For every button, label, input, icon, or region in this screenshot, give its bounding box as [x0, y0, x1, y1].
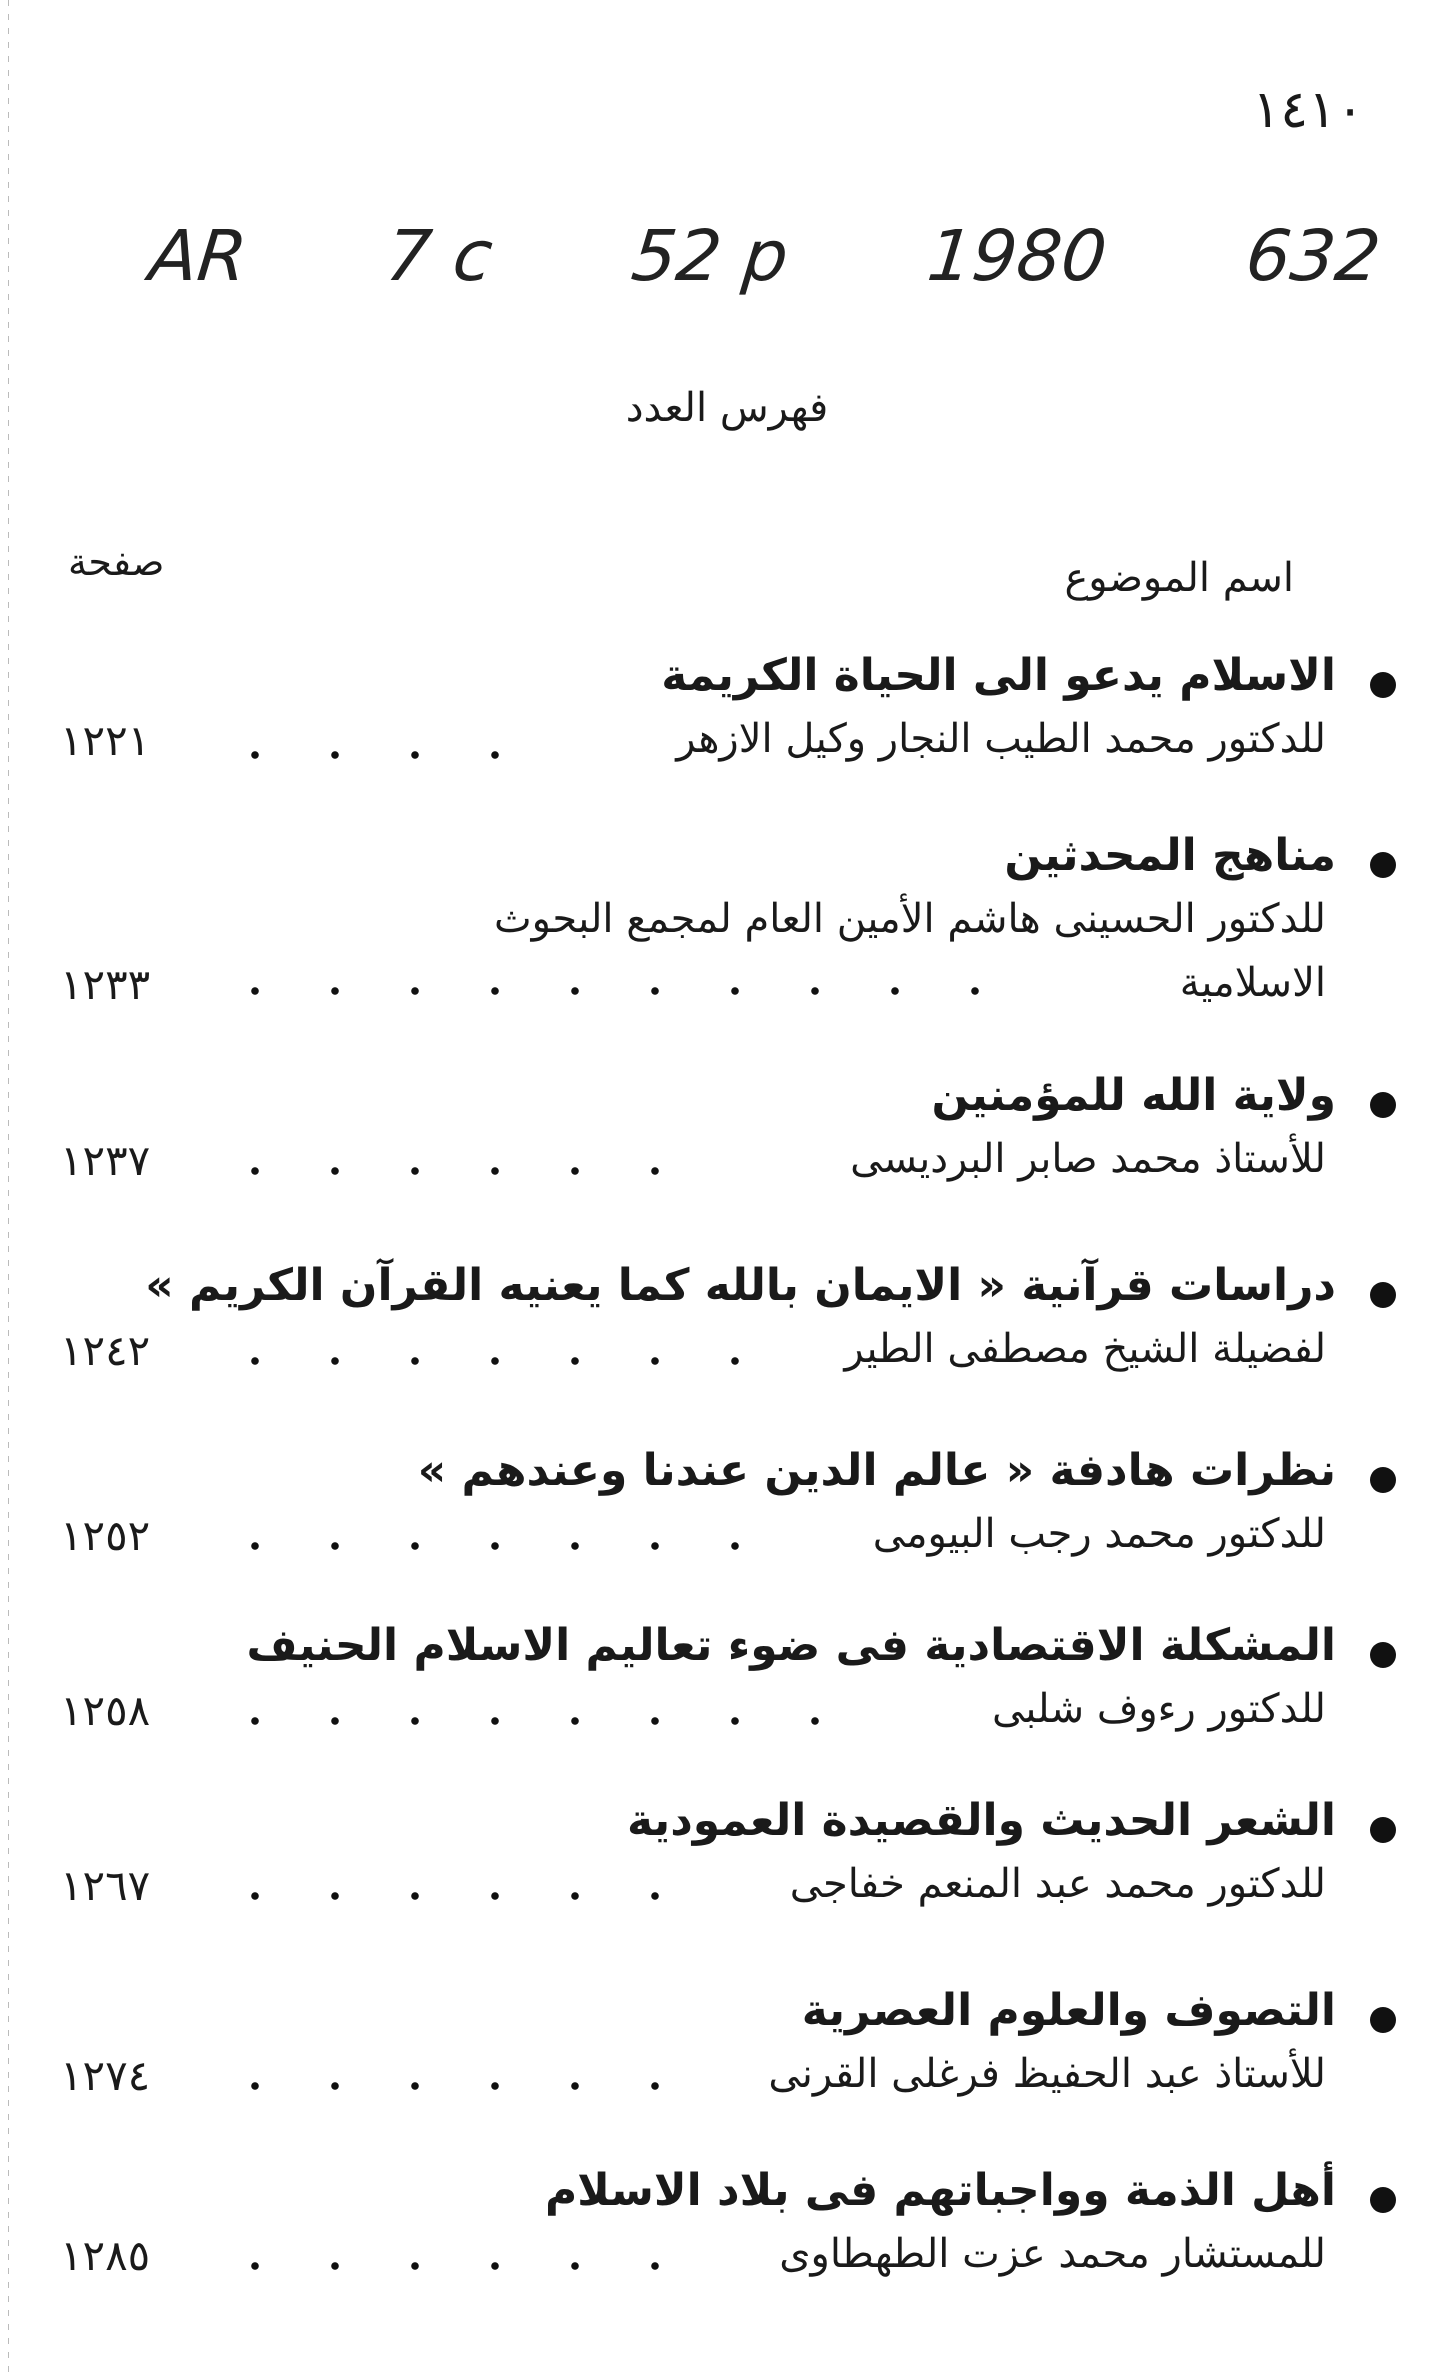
handwritten-note-part: 632	[1242, 215, 1385, 297]
entry-author: لفضيلة الشيخ مصطفى الطير	[844, 1326, 1326, 1372]
dot-leader	[215, 2261, 695, 2271]
bullet-icon	[1370, 1467, 1396, 1493]
entry-page-number: ١٢٥٢	[60, 1511, 151, 1560]
bullet-icon	[1370, 1817, 1396, 1843]
bullet-icon	[1370, 1642, 1396, 1668]
entry-title: أهل الذمة وواجباتهم فى بلاد الاسلام	[544, 2165, 1336, 2216]
dot-leader	[215, 1356, 775, 1366]
entry-page-number: ١٢٤٢	[60, 1326, 151, 1375]
entry-author-continued: الاسلامية	[1179, 960, 1326, 1006]
entry-page-number: ١٢٨٥	[60, 2231, 151, 2280]
entry-author: للمستشار محمد عزت الطهطاوى	[779, 2231, 1326, 2277]
entry-title: مناهج المحدثين	[1004, 830, 1336, 881]
handwritten-note-part: 7 c	[382, 215, 497, 297]
entry-title: ولاية الله للمؤمنين	[931, 1070, 1336, 1121]
entry-title: المشكلة الاقتصادية فى ضوء تعاليم الاسلام الحنيف	[246, 1620, 1336, 1671]
entry-author: للدكتور محمد رجب البيومى	[872, 1511, 1326, 1557]
entry-title: نظرات هادفة « عالم الدين عندنا وعندهم »	[417, 1445, 1336, 1496]
entry-author: للأستاذ عبد الحفيظ فرغلى القرنى	[768, 2051, 1326, 2097]
bullet-icon	[1370, 2187, 1396, 2213]
entry-author: للدكتور محمد الطيب النجار وكيل الازهر	[676, 716, 1326, 762]
entry-author: للدكتور رءوف شلبى	[991, 1686, 1326, 1732]
entry-page-number: ١٢٣٣	[60, 960, 151, 1009]
page-column-header: صفحة	[68, 540, 165, 584]
entry-page-number: ١٢٦٧	[60, 1861, 151, 1910]
handwritten-note-part: 52 p	[627, 215, 793, 297]
bullet-icon	[1370, 672, 1396, 698]
entry-title: الشعر الحديث والقصيدة العمودية	[626, 1795, 1336, 1846]
dot-leader	[215, 1166, 715, 1176]
handwritten-note-part: AR	[145, 215, 251, 297]
entry-page-number: ١٢٣٧	[60, 1136, 151, 1185]
dot-leader	[215, 750, 545, 760]
dot-leader	[215, 1891, 695, 1901]
entry-page-number: ١٢٢١	[60, 716, 151, 765]
topic-column-header: اسم الموضوع	[1064, 555, 1294, 601]
entry-title: التصوف والعلوم العصرية	[801, 1985, 1336, 2036]
dot-leader	[215, 1541, 775, 1551]
dot-leader	[215, 2081, 695, 2091]
bullet-icon	[1370, 1282, 1396, 1308]
index-title: فهرس العدد	[625, 385, 829, 431]
entry-author: للأستاذ محمد صابر البرديسى	[850, 1136, 1326, 1182]
entry-page-number: ١٢٥٨	[60, 1686, 151, 1735]
dot-leader	[215, 1716, 855, 1726]
bullet-icon	[1370, 852, 1396, 878]
bullet-icon	[1370, 2007, 1396, 2033]
entry-title: الاسلام يدعو الى الحياة الكريمة	[661, 650, 1336, 701]
bullet-icon	[1370, 1092, 1396, 1118]
entry-title: دراسات قرآنية « الايمان بالله كما يعنيه القرآن الكريم »	[145, 1260, 1336, 1311]
entry-author: للدكتور محمد عبد المنعم خفاجى	[789, 1861, 1326, 1907]
page-number: ١٤١٠	[1252, 80, 1364, 140]
entry-author: للدكتور الحسينى هاشم الأمين العام لمجمع البحوث	[494, 896, 1326, 942]
entry-page-number: ١٢٧٤	[60, 2051, 151, 2100]
handwritten-note-part: 1980	[923, 215, 1111, 297]
dot-leader	[215, 986, 1035, 996]
